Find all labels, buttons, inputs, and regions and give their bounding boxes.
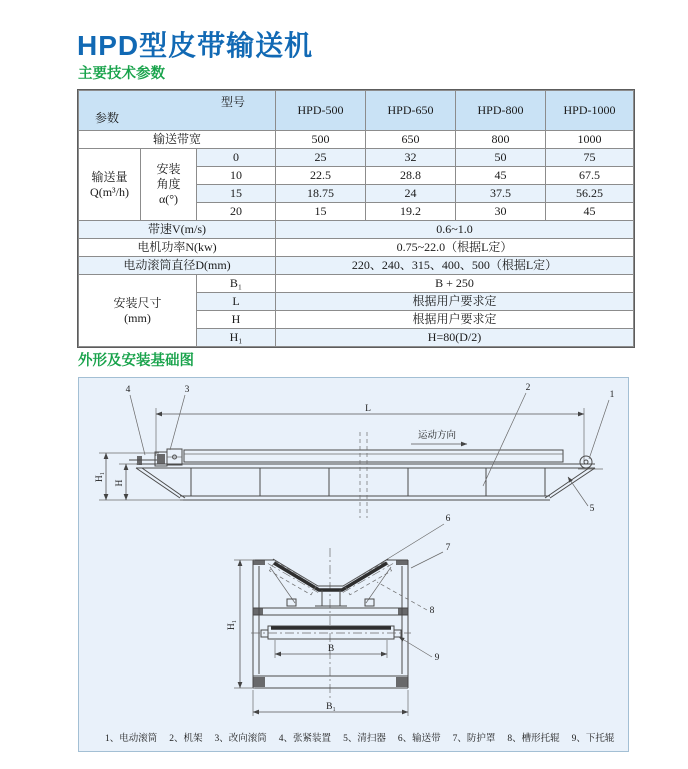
angle-label-line3: α(°)	[158, 192, 179, 206]
install-dim-name: H₁	[197, 329, 276, 347]
table-cell: 1000	[546, 131, 634, 149]
callout-1: 1	[609, 390, 615, 400]
callout-7: 7	[445, 543, 451, 553]
dim-label-B1: B₁	[326, 702, 336, 712]
direction-of-motion-label: 运动方向	[417, 430, 457, 441]
callout-9: 9	[434, 653, 440, 663]
table-cell: 500	[276, 131, 366, 149]
callout-2: 2	[525, 383, 531, 393]
table-cell: 75	[546, 149, 634, 167]
callout-6: 6	[445, 514, 451, 524]
table-cell: 30	[456, 203, 546, 221]
dim-label-H: H	[115, 479, 125, 487]
table-row-drum-diameter	[79, 257, 634, 275]
row-label: 电机功率N(kw)	[79, 239, 276, 257]
callout-4: 4	[125, 385, 131, 395]
table-cell: H=80(D/2)	[276, 329, 634, 347]
table-cell: 根据用户要求定	[276, 311, 634, 329]
table-cell: 根据用户要求定	[276, 293, 634, 311]
table-cell: 0.75~22.0（根据L定）	[276, 239, 634, 257]
table-cell: 15	[276, 203, 366, 221]
table-cell: 50	[456, 149, 546, 167]
table-cell: 220、240、315、400、500（根据L定）	[276, 257, 634, 275]
angle-label-line2: 角度	[156, 177, 181, 191]
install-dim-name: H	[197, 311, 276, 329]
table-row-capacity-0	[79, 149, 634, 167]
model-col-header: HPD-1000	[546, 91, 634, 131]
header-parameter-label: 参数	[95, 111, 120, 125]
row-label: 带速V(m/s)	[79, 221, 276, 239]
table-cell: 18.75	[276, 185, 366, 203]
angle-value: 10	[197, 167, 276, 185]
angle-value: 15	[197, 185, 276, 203]
install-size-label	[79, 275, 197, 347]
legend-item: 7、防护罩	[452, 734, 496, 744]
capacity-label-line2: Q(m³/h)	[90, 184, 129, 199]
table-cell: 24	[366, 185, 456, 203]
angle-label	[141, 149, 197, 221]
row-label: 电动滚筒直径D(mm)	[79, 257, 276, 275]
dim-label-H1: H₁	[95, 471, 105, 483]
model-col-header: HPD-500	[276, 91, 366, 131]
table-cell: 19.2	[366, 203, 456, 221]
capacity-label	[79, 149, 141, 221]
table-cell: 67.5	[546, 167, 634, 185]
section-heading-parameters: 主要技术参数	[78, 66, 165, 82]
diagram-legend	[105, 730, 622, 744]
angle-value: 20	[197, 203, 276, 221]
table-cell: B + 250	[276, 275, 634, 293]
table-cell: 56.25	[546, 185, 634, 203]
row-label: 输送带宽	[79, 131, 276, 149]
diagonal-header-cell	[79, 91, 276, 131]
install-dim-name: B₁	[197, 275, 276, 293]
spec-table	[78, 90, 634, 347]
legend-item: 2、机架	[169, 734, 203, 744]
install-label-line2: (mm)	[124, 310, 151, 325]
header-model-label: 型号	[221, 95, 246, 109]
legend-item: 8、槽形托辊	[507, 734, 560, 744]
table-row-belt-speed	[79, 221, 634, 239]
angle-value: 0	[197, 149, 276, 167]
install-dim-name: L	[197, 293, 276, 311]
callout-5: 5	[589, 504, 595, 514]
callout-8: 8	[429, 606, 435, 616]
table-cell: 25	[276, 149, 366, 167]
dim-label-B: B	[327, 644, 335, 654]
legend-item: 3、改向滚筒	[214, 734, 267, 744]
section-heading-outline: 外形及安装基础图	[78, 353, 194, 369]
conveyor-drawing	[79, 378, 628, 751]
dim-label-H1-section: H₁	[227, 619, 237, 631]
table-row-install-b1	[79, 275, 634, 293]
legend-item: 9、下托辊	[571, 734, 615, 744]
table-cell: 28.8	[366, 167, 456, 185]
outline-diagram	[78, 377, 629, 752]
legend-item: 6、输送带	[397, 734, 441, 744]
callout-3: 3	[184, 385, 190, 395]
legend-item: 5、清扫器	[343, 734, 386, 744]
table-cell: 32	[366, 149, 456, 167]
table-cell: 45	[546, 203, 634, 221]
table-header-row	[79, 91, 634, 131]
install-label-line1: 安装尺寸	[113, 295, 162, 310]
capacity-label-line1: 输送量	[91, 169, 128, 184]
table-cell: 22.5	[276, 167, 366, 185]
model-col-header: HPD-650	[366, 91, 456, 131]
table-cell: 800	[456, 131, 546, 149]
legend-item: 1、电动滚筒	[105, 734, 158, 744]
model-col-header: HPD-800	[456, 91, 546, 131]
table-cell: 650	[366, 131, 456, 149]
table-row-motor-power	[79, 239, 634, 257]
table-cell: 0.6~1.0	[276, 221, 634, 239]
legend-item: 4、张紧装置	[278, 734, 332, 744]
page-title: HPD型皮带输送机	[77, 30, 314, 61]
table-cell: 37.5	[456, 185, 546, 203]
table-row-belt-width	[79, 131, 634, 149]
table-cell: 45	[456, 167, 546, 185]
dim-label-L: L	[365, 404, 371, 414]
angle-label-line1: 安装	[156, 162, 181, 176]
